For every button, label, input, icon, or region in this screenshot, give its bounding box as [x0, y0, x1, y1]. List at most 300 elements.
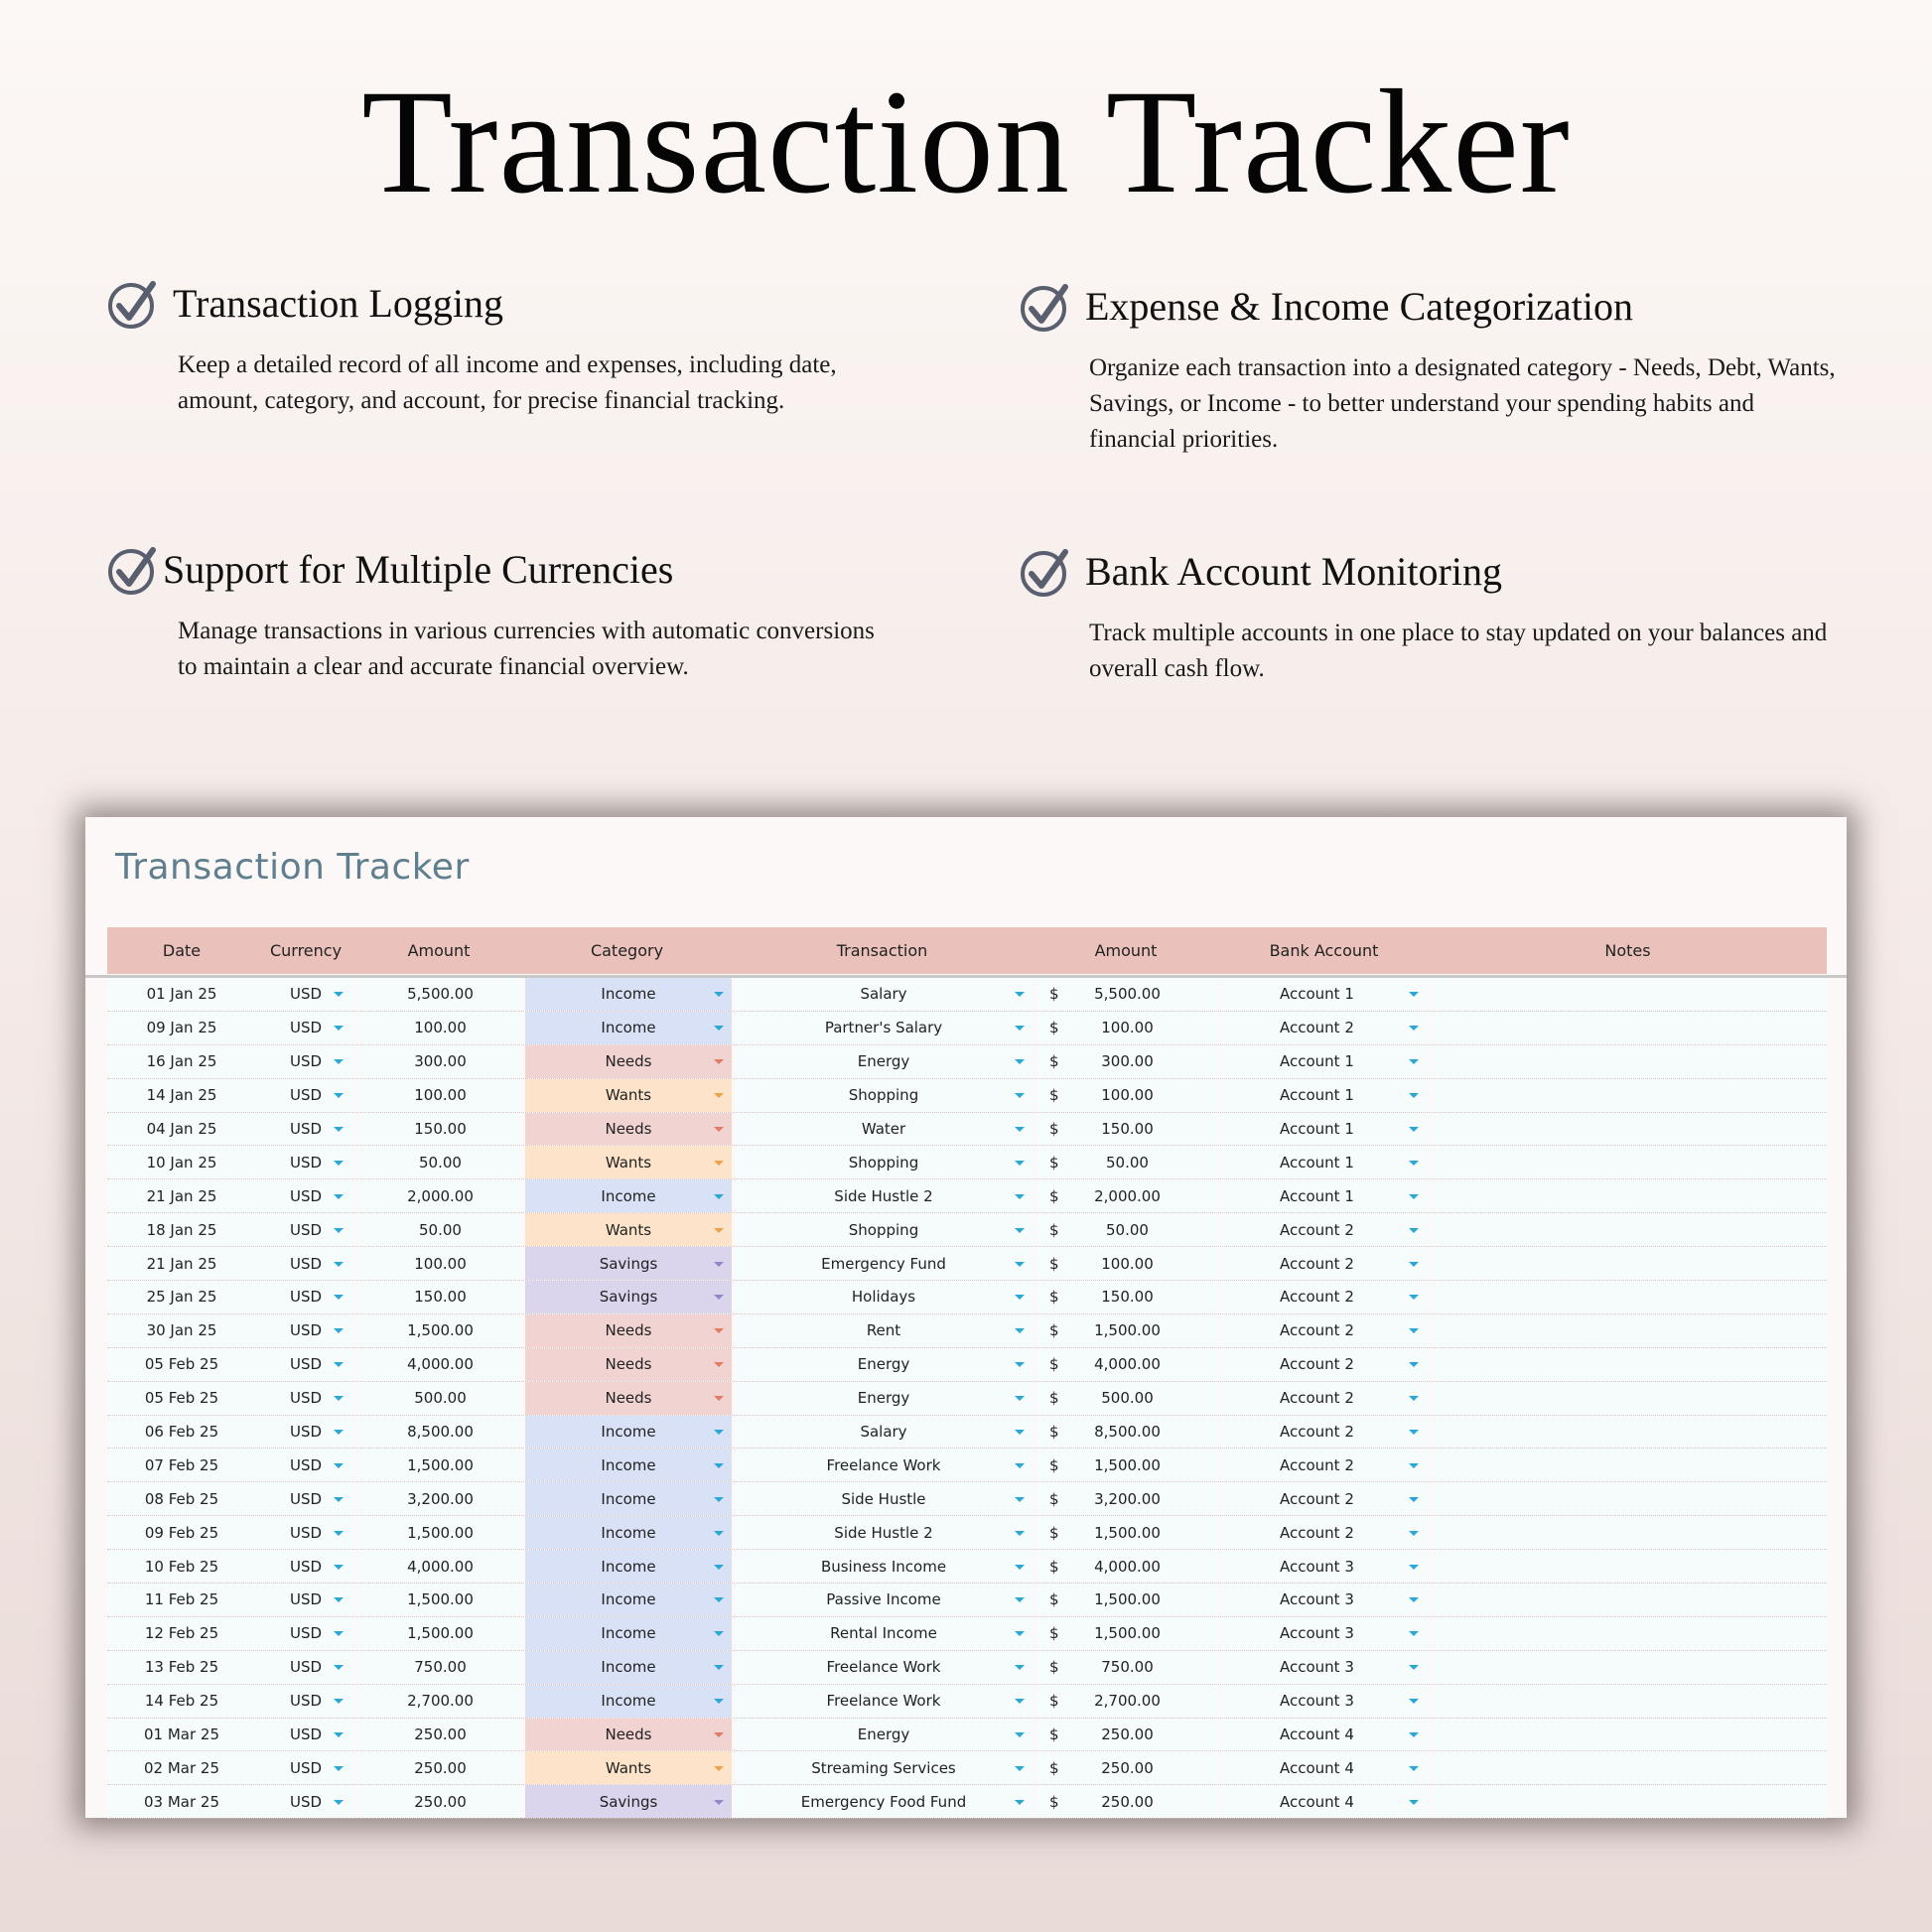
currency-dropdown[interactable]: [256, 1416, 355, 1449]
amount-cell[interactable]: [358, 1213, 522, 1246]
currency-dropdown[interactable]: [256, 1617, 355, 1650]
dropdown-arrow-icon[interactable]: [714, 1430, 724, 1435]
transaction-dropdown[interactable]: [735, 1550, 1033, 1583]
category-dropdown[interactable]: [525, 1179, 732, 1212]
dropdown-arrow-icon[interactable]: [1015, 1565, 1025, 1570]
amount-usd-cell[interactable]: [1035, 1719, 1219, 1751]
transaction-dropdown[interactable]: [735, 1045, 1033, 1078]
currency-dropdown[interactable]: [256, 1079, 355, 1112]
dropdown-arrow-icon[interactable]: [1409, 1665, 1419, 1670]
currency-dropdown[interactable]: [256, 1719, 355, 1751]
transaction-dropdown[interactable]: [735, 1785, 1033, 1818]
currency-dropdown[interactable]: [256, 1179, 355, 1212]
dropdown-arrow-icon[interactable]: [714, 1093, 724, 1098]
dropdown-arrow-icon[interactable]: [1015, 1766, 1025, 1771]
amount-usd-cell[interactable]: [1035, 1751, 1219, 1784]
notes-cell[interactable]: [1432, 1751, 1827, 1784]
notes-cell[interactable]: [1432, 1012, 1827, 1044]
amount-cell[interactable]: [358, 1751, 522, 1784]
amount-usd-cell[interactable]: [1035, 1113, 1219, 1146]
dropdown-arrow-icon[interactable]: [1015, 1463, 1025, 1468]
dropdown-arrow-icon[interactable]: [714, 1699, 724, 1704]
amount-cell[interactable]: [358, 1516, 522, 1549]
amount-cell[interactable]: [358, 1617, 522, 1650]
amount-usd-cell[interactable]: [1035, 1079, 1219, 1112]
dropdown-arrow-icon[interactable]: [334, 1699, 344, 1704]
dropdown-arrow-icon[interactable]: [1409, 1362, 1419, 1367]
transaction-dropdown[interactable]: [735, 1281, 1033, 1313]
bank-account-dropdown[interactable]: [1222, 1179, 1429, 1212]
dropdown-arrow-icon[interactable]: [1015, 1093, 1025, 1098]
dropdown-arrow-icon[interactable]: [1409, 1127, 1419, 1132]
transaction-dropdown[interactable]: [735, 1416, 1033, 1449]
bank-account-dropdown[interactable]: [1222, 1012, 1429, 1044]
amount-cell[interactable]: [358, 1348, 522, 1381]
date-cell[interactable]: [107, 1179, 256, 1212]
notes-cell[interactable]: [1432, 1247, 1827, 1280]
category-dropdown[interactable]: [525, 1482, 732, 1515]
dropdown-arrow-icon[interactable]: [714, 1631, 724, 1636]
category-dropdown[interactable]: [525, 1449, 732, 1481]
dropdown-arrow-icon[interactable]: [1015, 1194, 1025, 1199]
date-cell[interactable]: [107, 1416, 256, 1449]
bank-account-dropdown[interactable]: [1222, 1281, 1429, 1313]
dropdown-arrow-icon[interactable]: [1409, 992, 1419, 997]
transaction-dropdown[interactable]: [735, 1079, 1033, 1112]
dropdown-arrow-icon[interactable]: [334, 1396, 344, 1401]
transaction-dropdown[interactable]: [735, 1751, 1033, 1784]
date-cell[interactable]: [107, 1751, 256, 1784]
dropdown-arrow-icon[interactable]: [334, 1362, 344, 1367]
amount-usd-cell[interactable]: [1035, 1651, 1219, 1684]
transaction-dropdown[interactable]: [735, 1113, 1033, 1146]
dropdown-arrow-icon[interactable]: [1015, 1430, 1025, 1435]
currency-dropdown[interactable]: [256, 1348, 355, 1381]
amount-usd-cell[interactable]: [1035, 1281, 1219, 1313]
dropdown-arrow-icon[interactable]: [334, 1262, 344, 1267]
notes-cell[interactable]: [1432, 1348, 1827, 1381]
category-dropdown[interactable]: [525, 1348, 732, 1381]
bank-account-dropdown[interactable]: [1222, 1213, 1429, 1246]
bank-account-dropdown[interactable]: [1222, 1146, 1429, 1178]
notes-cell[interactable]: [1432, 1213, 1827, 1246]
notes-cell[interactable]: [1432, 1146, 1827, 1178]
dropdown-arrow-icon[interactable]: [1409, 1631, 1419, 1636]
amount-cell[interactable]: [358, 1281, 522, 1313]
dropdown-arrow-icon[interactable]: [714, 1497, 724, 1502]
date-cell[interactable]: [107, 1516, 256, 1549]
amount-usd-cell[interactable]: [1035, 1213, 1219, 1246]
amount-usd-cell[interactable]: [1035, 1785, 1219, 1818]
amount-usd-cell[interactable]: [1035, 1146, 1219, 1178]
dropdown-arrow-icon[interactable]: [1409, 1093, 1419, 1098]
dropdown-arrow-icon[interactable]: [714, 1565, 724, 1570]
amount-usd-cell[interactable]: [1035, 1516, 1219, 1549]
amount-cell[interactable]: [358, 1584, 522, 1616]
date-cell[interactable]: [107, 1213, 256, 1246]
dropdown-arrow-icon[interactable]: [714, 1396, 724, 1401]
date-cell[interactable]: [107, 1785, 256, 1818]
category-dropdown[interactable]: [525, 1113, 732, 1146]
dropdown-arrow-icon[interactable]: [334, 1295, 344, 1300]
dropdown-arrow-icon[interactable]: [1409, 1161, 1419, 1166]
bank-account-dropdown[interactable]: [1222, 1785, 1429, 1818]
date-cell[interactable]: [107, 1617, 256, 1650]
currency-dropdown[interactable]: [256, 1213, 355, 1246]
dropdown-arrow-icon[interactable]: [714, 1228, 724, 1233]
bank-account-dropdown[interactable]: [1222, 1045, 1429, 1078]
currency-dropdown[interactable]: [256, 1146, 355, 1178]
dropdown-arrow-icon[interactable]: [1409, 1699, 1419, 1704]
dropdown-arrow-icon[interactable]: [1409, 1059, 1419, 1064]
amount-cell[interactable]: [358, 1651, 522, 1684]
currency-dropdown[interactable]: [256, 1045, 355, 1078]
dropdown-arrow-icon[interactable]: [714, 1800, 724, 1805]
bank-account-dropdown[interactable]: [1222, 1314, 1429, 1347]
category-dropdown[interactable]: [525, 1281, 732, 1313]
dropdown-arrow-icon[interactable]: [334, 1597, 344, 1602]
bank-account-dropdown[interactable]: [1222, 1416, 1429, 1449]
currency-dropdown[interactable]: [256, 978, 355, 1011]
transaction-dropdown[interactable]: [735, 1247, 1033, 1280]
date-cell[interactable]: [107, 1719, 256, 1751]
dropdown-arrow-icon[interactable]: [1409, 1497, 1419, 1502]
notes-cell[interactable]: [1432, 1314, 1827, 1347]
currency-dropdown[interactable]: [256, 1550, 355, 1583]
dropdown-arrow-icon[interactable]: [334, 1665, 344, 1670]
dropdown-arrow-icon[interactable]: [714, 1194, 724, 1199]
bank-account-dropdown[interactable]: [1222, 1348, 1429, 1381]
notes-cell[interactable]: [1432, 1079, 1827, 1112]
dropdown-arrow-icon[interactable]: [714, 1597, 724, 1602]
category-dropdown[interactable]: [525, 1651, 732, 1684]
amount-usd-cell[interactable]: [1035, 1179, 1219, 1212]
dropdown-arrow-icon[interactable]: [1015, 1362, 1025, 1367]
category-dropdown[interactable]: [525, 1550, 732, 1583]
amount-cell[interactable]: [358, 1012, 522, 1044]
amount-cell[interactable]: [358, 978, 522, 1011]
dropdown-arrow-icon[interactable]: [334, 992, 344, 997]
currency-dropdown[interactable]: [256, 1516, 355, 1549]
amount-usd-cell[interactable]: [1035, 1550, 1219, 1583]
date-cell[interactable]: [107, 1348, 256, 1381]
dropdown-arrow-icon[interactable]: [334, 1026, 344, 1031]
dropdown-arrow-icon[interactable]: [1409, 1463, 1419, 1468]
amount-usd-cell[interactable]: [1035, 1482, 1219, 1515]
dropdown-arrow-icon[interactable]: [334, 1093, 344, 1098]
amount-usd-cell[interactable]: [1035, 1584, 1219, 1616]
category-dropdown[interactable]: [525, 1584, 732, 1616]
dropdown-arrow-icon[interactable]: [1409, 1531, 1419, 1536]
dropdown-arrow-icon[interactable]: [714, 1362, 724, 1367]
transaction-dropdown[interactable]: [735, 1012, 1033, 1044]
dropdown-arrow-icon[interactable]: [334, 1059, 344, 1064]
category-dropdown[interactable]: [525, 1516, 732, 1549]
notes-cell[interactable]: [1432, 1281, 1827, 1313]
category-dropdown[interactable]: [525, 1617, 732, 1650]
bank-account-dropdown[interactable]: [1222, 1382, 1429, 1415]
dropdown-arrow-icon[interactable]: [1409, 1732, 1419, 1737]
currency-dropdown[interactable]: [256, 1113, 355, 1146]
date-cell[interactable]: [107, 1045, 256, 1078]
dropdown-arrow-icon[interactable]: [1409, 1026, 1419, 1031]
dropdown-arrow-icon[interactable]: [1015, 1699, 1025, 1704]
amount-cell[interactable]: [358, 1113, 522, 1146]
bank-account-dropdown[interactable]: [1222, 1550, 1429, 1583]
amount-usd-cell[interactable]: [1035, 1045, 1219, 1078]
category-dropdown[interactable]: [525, 1314, 732, 1347]
bank-account-dropdown[interactable]: [1222, 1584, 1429, 1616]
dropdown-arrow-icon[interactable]: [1015, 1328, 1025, 1333]
amount-cell[interactable]: [358, 1785, 522, 1818]
date-cell[interactable]: [107, 1685, 256, 1718]
currency-dropdown[interactable]: [256, 1314, 355, 1347]
amount-usd-cell[interactable]: [1035, 1247, 1219, 1280]
bank-account-dropdown[interactable]: [1222, 1617, 1429, 1650]
amount-usd-cell[interactable]: [1035, 1382, 1219, 1415]
bank-account-dropdown[interactable]: [1222, 1751, 1429, 1784]
notes-cell[interactable]: [1432, 1719, 1827, 1751]
category-dropdown[interactable]: [525, 1079, 732, 1112]
notes-cell[interactable]: [1432, 1516, 1827, 1549]
transaction-dropdown[interactable]: [735, 1348, 1033, 1381]
notes-cell[interactable]: [1432, 978, 1827, 1011]
date-cell[interactable]: [107, 978, 256, 1011]
date-cell[interactable]: [107, 1584, 256, 1616]
transaction-dropdown[interactable]: [735, 1719, 1033, 1751]
bank-account-dropdown[interactable]: [1222, 1449, 1429, 1481]
dropdown-arrow-icon[interactable]: [1015, 1059, 1025, 1064]
dropdown-arrow-icon[interactable]: [334, 1194, 344, 1199]
currency-dropdown[interactable]: [256, 1247, 355, 1280]
dropdown-arrow-icon[interactable]: [334, 1228, 344, 1233]
notes-cell[interactable]: [1432, 1651, 1827, 1684]
bank-account-dropdown[interactable]: [1222, 1651, 1429, 1684]
dropdown-arrow-icon[interactable]: [334, 1766, 344, 1771]
dropdown-arrow-icon[interactable]: [714, 992, 724, 997]
dropdown-arrow-icon[interactable]: [1409, 1194, 1419, 1199]
dropdown-arrow-icon[interactable]: [1015, 1497, 1025, 1502]
notes-cell[interactable]: [1432, 1382, 1827, 1415]
amount-cell[interactable]: [358, 1449, 522, 1481]
notes-cell[interactable]: [1432, 1416, 1827, 1449]
bank-account-dropdown[interactable]: [1222, 978, 1429, 1011]
category-dropdown[interactable]: [525, 1146, 732, 1178]
date-cell[interactable]: [107, 1449, 256, 1481]
dropdown-arrow-icon[interactable]: [714, 1059, 724, 1064]
transaction-dropdown[interactable]: [735, 1179, 1033, 1212]
dropdown-arrow-icon[interactable]: [1015, 1295, 1025, 1300]
amount-usd-cell[interactable]: [1035, 978, 1219, 1011]
dropdown-arrow-icon[interactable]: [334, 1497, 344, 1502]
date-cell[interactable]: [107, 1113, 256, 1146]
dropdown-arrow-icon[interactable]: [1409, 1295, 1419, 1300]
date-cell[interactable]: [107, 1382, 256, 1415]
notes-cell[interactable]: [1432, 1179, 1827, 1212]
amount-cell[interactable]: [358, 1247, 522, 1280]
currency-dropdown[interactable]: [256, 1012, 355, 1044]
notes-cell[interactable]: [1432, 1584, 1827, 1616]
dropdown-arrow-icon[interactable]: [1015, 1026, 1025, 1031]
amount-cell[interactable]: [358, 1416, 522, 1449]
amount-usd-cell[interactable]: [1035, 1314, 1219, 1347]
dropdown-arrow-icon[interactable]: [714, 1295, 724, 1300]
dropdown-arrow-icon[interactable]: [334, 1161, 344, 1166]
dropdown-arrow-icon[interactable]: [1015, 1127, 1025, 1132]
dropdown-arrow-icon[interactable]: [1409, 1262, 1419, 1267]
dropdown-arrow-icon[interactable]: [714, 1328, 724, 1333]
notes-cell[interactable]: [1432, 1113, 1827, 1146]
dropdown-arrow-icon[interactable]: [334, 1732, 344, 1737]
category-dropdown[interactable]: [525, 1382, 732, 1415]
transaction-dropdown[interactable]: [735, 1146, 1033, 1178]
amount-usd-cell[interactable]: [1035, 1617, 1219, 1650]
currency-dropdown[interactable]: [256, 1281, 355, 1313]
dropdown-arrow-icon[interactable]: [1409, 1597, 1419, 1602]
bank-account-dropdown[interactable]: [1222, 1516, 1429, 1549]
currency-dropdown[interactable]: [256, 1382, 355, 1415]
transaction-dropdown[interactable]: [735, 1314, 1033, 1347]
amount-cell[interactable]: [358, 1314, 522, 1347]
dropdown-arrow-icon[interactable]: [1015, 992, 1025, 997]
dropdown-arrow-icon[interactable]: [334, 1463, 344, 1468]
dropdown-arrow-icon[interactable]: [334, 1430, 344, 1435]
dropdown-arrow-icon[interactable]: [1015, 1732, 1025, 1737]
date-cell[interactable]: [107, 1012, 256, 1044]
category-dropdown[interactable]: [525, 1685, 732, 1718]
date-cell[interactable]: [107, 1482, 256, 1515]
dropdown-arrow-icon[interactable]: [334, 1328, 344, 1333]
dropdown-arrow-icon[interactable]: [334, 1800, 344, 1805]
dropdown-arrow-icon[interactable]: [1015, 1262, 1025, 1267]
amount-cell[interactable]: [358, 1685, 522, 1718]
category-dropdown[interactable]: [525, 1751, 732, 1784]
date-cell[interactable]: [107, 1146, 256, 1178]
date-cell[interactable]: [107, 1079, 256, 1112]
amount-usd-cell[interactable]: [1035, 1449, 1219, 1481]
amount-cell[interactable]: [358, 1719, 522, 1751]
dropdown-arrow-icon[interactable]: [1015, 1665, 1025, 1670]
dropdown-arrow-icon[interactable]: [1409, 1328, 1419, 1333]
transaction-dropdown[interactable]: [735, 1651, 1033, 1684]
category-dropdown[interactable]: [525, 1247, 732, 1280]
amount-cell[interactable]: [358, 1045, 522, 1078]
dropdown-arrow-icon[interactable]: [1015, 1800, 1025, 1805]
category-dropdown[interactable]: [525, 1719, 732, 1751]
dropdown-arrow-icon[interactable]: [334, 1531, 344, 1536]
category-dropdown[interactable]: [525, 1785, 732, 1818]
transaction-dropdown[interactable]: [735, 1617, 1033, 1650]
dropdown-arrow-icon[interactable]: [334, 1565, 344, 1570]
dropdown-arrow-icon[interactable]: [334, 1631, 344, 1636]
amount-cell[interactable]: [358, 1146, 522, 1178]
date-cell[interactable]: [107, 1247, 256, 1280]
dropdown-arrow-icon[interactable]: [1409, 1565, 1419, 1570]
date-cell[interactable]: [107, 1550, 256, 1583]
dropdown-arrow-icon[interactable]: [714, 1127, 724, 1132]
dropdown-arrow-icon[interactable]: [1015, 1228, 1025, 1233]
transaction-dropdown[interactable]: [735, 1584, 1033, 1616]
bank-account-dropdown[interactable]: [1222, 1719, 1429, 1751]
dropdown-arrow-icon[interactable]: [1409, 1228, 1419, 1233]
amount-cell[interactable]: [358, 1382, 522, 1415]
bank-account-dropdown[interactable]: [1222, 1685, 1429, 1718]
amount-usd-cell[interactable]: [1035, 1348, 1219, 1381]
transaction-dropdown[interactable]: [735, 1482, 1033, 1515]
bank-account-dropdown[interactable]: [1222, 1113, 1429, 1146]
date-cell[interactable]: [107, 1314, 256, 1347]
bank-account-dropdown[interactable]: [1222, 1247, 1429, 1280]
category-dropdown[interactable]: [525, 1416, 732, 1449]
transaction-dropdown[interactable]: [735, 1516, 1033, 1549]
dropdown-arrow-icon[interactable]: [714, 1161, 724, 1166]
category-dropdown[interactable]: [525, 978, 732, 1011]
amount-usd-cell[interactable]: [1035, 1012, 1219, 1044]
notes-cell[interactable]: [1432, 1550, 1827, 1583]
dropdown-arrow-icon[interactable]: [714, 1766, 724, 1771]
currency-dropdown[interactable]: [256, 1685, 355, 1718]
dropdown-arrow-icon[interactable]: [714, 1463, 724, 1468]
dropdown-arrow-icon[interactable]: [1015, 1531, 1025, 1536]
dropdown-arrow-icon[interactable]: [1409, 1800, 1419, 1805]
notes-cell[interactable]: [1432, 1785, 1827, 1818]
date-cell[interactable]: [107, 1651, 256, 1684]
transaction-dropdown[interactable]: [735, 1382, 1033, 1415]
amount-cell[interactable]: [358, 1079, 522, 1112]
amount-usd-cell[interactable]: [1035, 1416, 1219, 1449]
dropdown-arrow-icon[interactable]: [714, 1026, 724, 1031]
category-dropdown[interactable]: [525, 1045, 732, 1078]
dropdown-arrow-icon[interactable]: [714, 1262, 724, 1267]
currency-dropdown[interactable]: [256, 1651, 355, 1684]
currency-dropdown[interactable]: [256, 1785, 355, 1818]
amount-cell[interactable]: [358, 1179, 522, 1212]
bank-account-dropdown[interactable]: [1222, 1482, 1429, 1515]
transaction-dropdown[interactable]: [735, 978, 1033, 1011]
dropdown-arrow-icon[interactable]: [1015, 1396, 1025, 1401]
currency-dropdown[interactable]: [256, 1584, 355, 1616]
currency-dropdown[interactable]: [256, 1449, 355, 1481]
amount-cell[interactable]: [358, 1482, 522, 1515]
currency-dropdown[interactable]: [256, 1482, 355, 1515]
dropdown-arrow-icon[interactable]: [1015, 1631, 1025, 1636]
notes-cell[interactable]: [1432, 1045, 1827, 1078]
currency-dropdown[interactable]: [256, 1751, 355, 1784]
dropdown-arrow-icon[interactable]: [1015, 1161, 1025, 1166]
amount-cell[interactable]: [358, 1550, 522, 1583]
amount-usd-cell[interactable]: [1035, 1685, 1219, 1718]
bank-account-dropdown[interactable]: [1222, 1079, 1429, 1112]
notes-cell[interactable]: [1432, 1482, 1827, 1515]
dropdown-arrow-icon[interactable]: [1409, 1766, 1419, 1771]
dropdown-arrow-icon[interactable]: [1015, 1597, 1025, 1602]
dropdown-arrow-icon[interactable]: [714, 1665, 724, 1670]
notes-cell[interactable]: [1432, 1685, 1827, 1718]
category-dropdown[interactable]: [525, 1213, 732, 1246]
transaction-dropdown[interactable]: [735, 1213, 1033, 1246]
dropdown-arrow-icon[interactable]: [1409, 1396, 1419, 1401]
notes-cell[interactable]: [1432, 1617, 1827, 1650]
notes-cell[interactable]: [1432, 1449, 1827, 1481]
transaction-dropdown[interactable]: [735, 1685, 1033, 1718]
dropdown-arrow-icon[interactable]: [714, 1732, 724, 1737]
dropdown-arrow-icon[interactable]: [714, 1531, 724, 1536]
category-dropdown[interactable]: [525, 1012, 732, 1044]
dropdown-arrow-icon[interactable]: [334, 1127, 344, 1132]
transaction-dropdown[interactable]: [735, 1449, 1033, 1481]
date-cell[interactable]: [107, 1281, 256, 1313]
dropdown-arrow-icon[interactable]: [1409, 1430, 1419, 1435]
